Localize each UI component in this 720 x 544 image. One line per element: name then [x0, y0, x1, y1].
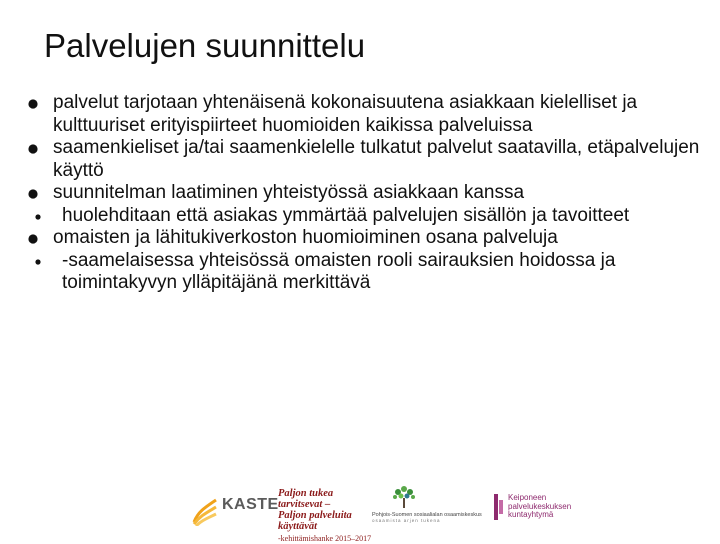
filled-circle-bullet-icon: [28, 189, 38, 199]
filled-circle-bullet-icon: [28, 234, 38, 244]
kp-line-2: palvelukeskuksen: [508, 501, 572, 511]
psos-line-2: osaamista arjen tukena: [372, 518, 441, 523]
bullet-text: suunnitelman laatiminen yhteistyössä asiakkaan kanssa: [53, 182, 525, 203]
small-dot-bullet-icon: [35, 214, 41, 220]
bullet-item: [0, 205, 720, 228]
footer-logos: [192, 484, 592, 543]
bullet-text: saamenkieliset ja/tai saamenkielelle tulkatut palvelut saatavilla, etäpalvelujen käyttö: [53, 137, 700, 181]
filled-circle-bullet-icon: [28, 144, 38, 154]
paljon-line-3: -kehittämishanke 2015–2017: [278, 534, 372, 543]
bullet-item: [0, 92, 720, 137]
bullet-item: [0, 250, 720, 295]
kaste-wave-logo-icon: [192, 496, 218, 526]
kp-logo-text: [508, 494, 571, 520]
paljon-project-logo: [278, 488, 378, 544]
kp-logo-icon: [494, 494, 504, 520]
paljon-line-1: Paljon tukea tarvitsevat –: [278, 488, 334, 510]
bullet-text: -saamelaisessa yhteisössä omaisten rooli sairauksien hoidossa ja toimintakyvyn ylläpitäjänä merkittävä: [62, 249, 616, 293]
kp-line-3: kuntayhtymä: [508, 510, 554, 519]
bullet-text: huolehditaan että asiakas ymmärtää palvelujen sisällön ja tavoitteet: [62, 204, 630, 226]
psos-line-1: Pohjois-Suomen sosiaalialan osaamiskeskus: [372, 512, 482, 518]
small-dot-bullet-icon: [35, 259, 41, 265]
bullet-text: omaisten ja lähitukiverkoston huomioiminen osana palveluja: [53, 227, 558, 248]
filled-circle-bullet-icon: [28, 99, 38, 109]
bullet-item: [0, 227, 720, 250]
kp-line-1: Keiponeen: [508, 493, 547, 502]
tree-logo-icon: [388, 484, 420, 510]
paljon-line-2: Paljon palveluita käyttävät: [278, 510, 352, 532]
bullet-list: [0, 92, 720, 295]
bullet-item: [0, 182, 720, 205]
bullet-text: palvelut tarjotaan yhtenäisenä kokonaisuutena asiakkaan kielelliset ja kulttuuriset erityispiirteet huomioiden kaikissa palveluissa: [53, 92, 638, 136]
slide-title: Palvelujen suunnittelu: [44, 27, 366, 64]
bullet-item: [0, 137, 720, 182]
kaste-logo-text: KASTE: [222, 496, 279, 513]
psos-logo-text: [372, 512, 482, 524]
